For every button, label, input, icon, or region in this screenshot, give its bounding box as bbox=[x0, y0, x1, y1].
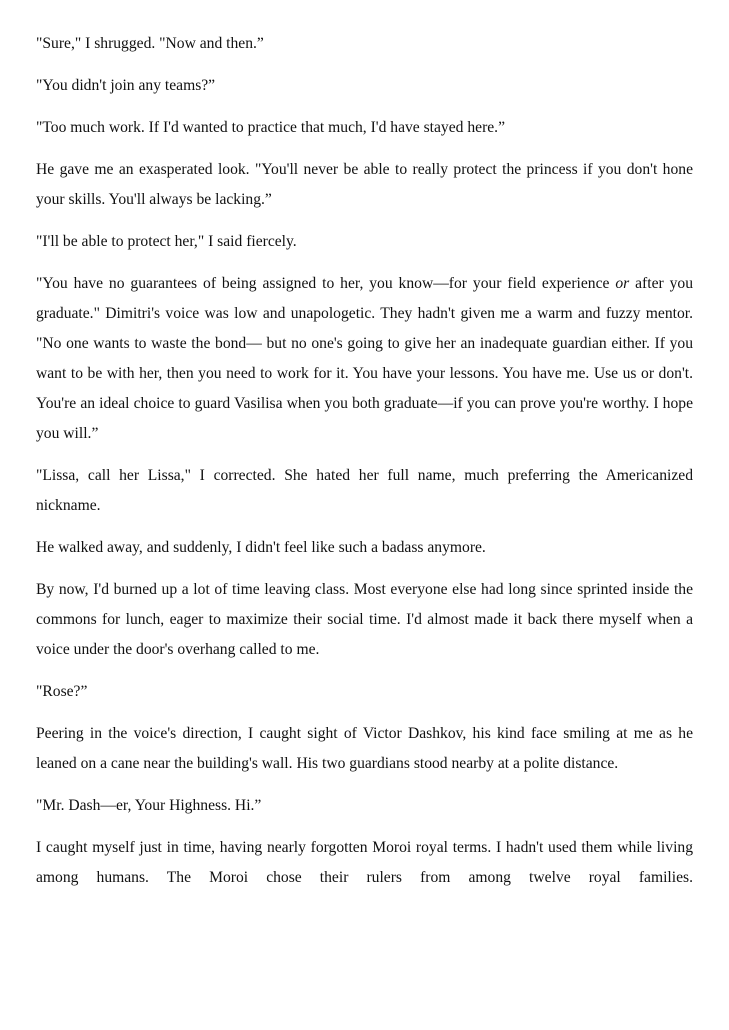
paragraph-10: "Rose?” bbox=[36, 683, 88, 700]
paragraph-8: He walked away, and suddenly, I didn't feel like such a badass anymore. bbox=[36, 539, 486, 556]
paragraph-6 bbox=[36, 269, 693, 449]
paragraph-9: By now, I'd burned up a lot of time leaving class. Most everyone else had long since sprinted inside the commons for lunch, eager to maximize their social time. I'd almost made it back there myself when a voice under the door's overhang called to me. bbox=[36, 581, 693, 658]
paragraph-2: "You didn't join any teams?” bbox=[36, 77, 216, 94]
paragraph-13: I caught myself just in time, having nearly forgotten Moroi royal terms. I hadn't used them while living among humans. The Moroi chose their rulers from among twelve royal families. bbox=[36, 839, 693, 886]
paragraph-1: "Sure," I shrugged. "Now and then.” bbox=[36, 35, 264, 52]
paragraph-6-emphasis: or bbox=[615, 275, 630, 292]
paragraph-11: Peering in the voice's direction, I caught sight of Victor Dashkov, his kind face smiling at me as he leaned on a cane near the building's wall. His two guardians stood nearby at a polite distance. bbox=[36, 725, 693, 772]
paragraph-12: "Mr. Dash—er, Your Highness. Hi.” bbox=[36, 797, 262, 814]
paragraph-5: "I'll be able to protect her," I said fiercely. bbox=[36, 233, 297, 250]
paragraph-6-after: after you graduate." Dimitri's voice was low and unapologetic. They hadn't given me a warm and fuzzy mentor. "No one wants to waste the bond— but no one's going to give her an inadequate guardian either. If you want to be with her, then you need to work for it. You have your lessons. You have me. Use us or don't. You're an ideal choice to guard Vasilisa when you both graduate—if you can prove you're worthy. I hope you will.” bbox=[36, 275, 694, 442]
paragraph-7: "Lissa, call her Lissa," I corrected. She hated her full name, much preferring the Americanized nickname. bbox=[36, 467, 693, 514]
document-page bbox=[36, 29, 693, 905]
paragraph-6-before: "You have no guarantees of being assigned to her, you know—for your field experience bbox=[36, 275, 616, 292]
paragraph-4: He gave me an exasperated look. "You'll never be able to really protect the princess if you don't hone your skills. You'll always be lacking.” bbox=[36, 161, 693, 208]
paragraph-3: "Too much work. If I'd wanted to practice that much, I'd have stayed here.” bbox=[36, 119, 505, 136]
